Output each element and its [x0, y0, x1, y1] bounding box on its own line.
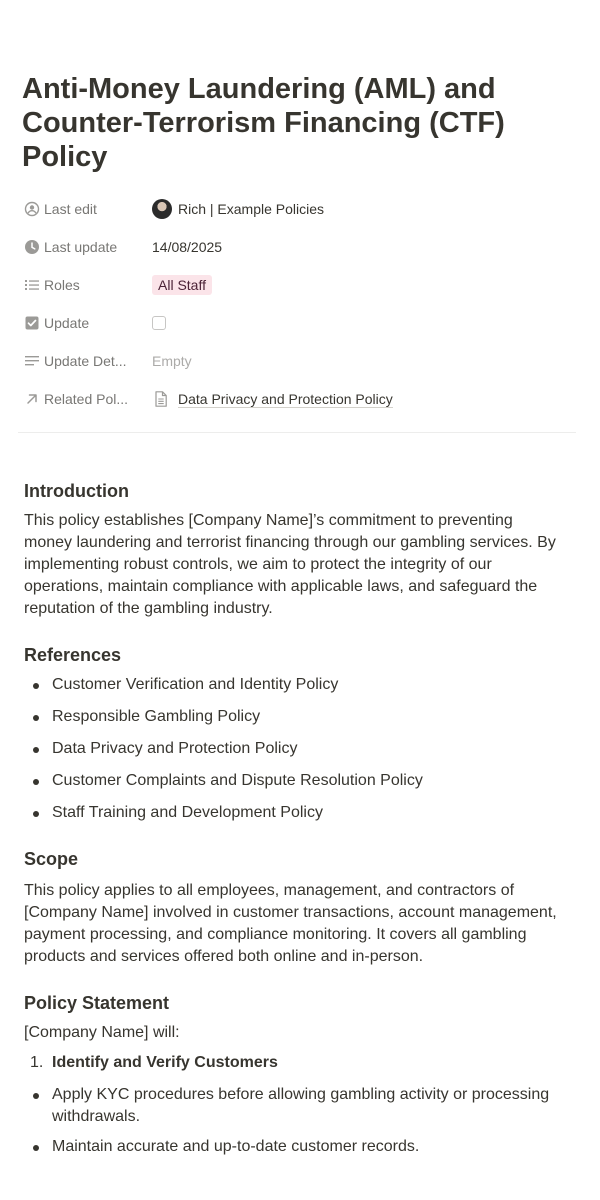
- property-related-policies[interactable]: [18, 380, 576, 418]
- property-label: Last update: [44, 239, 118, 255]
- property-update[interactable]: [18, 304, 576, 342]
- page-title[interactable]: Anti-Money Laundering (AML) and Counter-Terrorism Financing (CTF) Policy: [22, 73, 505, 173]
- avatar: [152, 199, 172, 219]
- properties-panel: [18, 190, 576, 418]
- list-item: Staff Training and Development Policy: [24, 802, 564, 824]
- property-label: Update: [44, 315, 90, 331]
- scope-text: This policy applies to all employees, management, and contractors of [Company Name] involved in customer transactions, account management, payment processing, and compliance monitoring. It covers all gambling products and services offered both online and in-person.: [24, 882, 557, 965]
- list-icon: [24, 277, 40, 293]
- document-icon: [152, 390, 170, 408]
- clock-icon: [24, 239, 40, 255]
- property-last-edit[interactable]: [18, 190, 576, 228]
- arrow-up-right-icon: [24, 391, 40, 407]
- references-list: [24, 674, 564, 824]
- update-checkbox[interactable]: [152, 316, 166, 330]
- list-item: Maintain accurate and up-to-date customer records.: [24, 1136, 564, 1158]
- property-label: Update Det...: [44, 353, 127, 369]
- last-update-date: 14/08/2025: [152, 239, 223, 255]
- policy-statement-intro: [Company Name] will:: [24, 1024, 180, 1041]
- numbered-item: [24, 1052, 564, 1074]
- introduction-text: This policy establishes [Company Name]’s commitment to preventing money laundering and terrorist financing through our gambling services. By implementing robust controls, we aim to protect the integrity of our operations, maintain compliance with applicable laws, and safeguard the reputation of the gambling industry.: [24, 512, 556, 617]
- property-update-details[interactable]: [18, 342, 576, 380]
- property-roles[interactable]: [18, 266, 576, 304]
- section-heading-scope: Scope: [24, 849, 79, 869]
- property-last-update[interactable]: [18, 228, 576, 266]
- list-item: Responsible Gambling Policy: [24, 706, 564, 728]
- property-label: Roles: [44, 277, 80, 293]
- update-details-value[interactable]: Empty: [152, 353, 192, 369]
- section-heading-references: References: [24, 645, 122, 665]
- list-number: 1.: [30, 1054, 44, 1071]
- properties-divider: [18, 432, 576, 433]
- role-tag[interactable]: All Staff: [152, 275, 212, 295]
- policy-bullets: [24, 1084, 564, 1158]
- text-lines-icon: [24, 353, 40, 369]
- list-item: Customer Complaints and Dispute Resolution Policy: [24, 770, 564, 792]
- list-item: Apply KYC procedures before allowing gambling activity or processing withdrawals.: [24, 1084, 564, 1128]
- related-policy-link[interactable]: [152, 390, 393, 408]
- checkbox-checked-icon: [24, 315, 40, 331]
- property-label: Last edit: [44, 201, 97, 217]
- list-item: Data Privacy and Protection Policy: [24, 738, 564, 760]
- list-item: Customer Verification and Identity Policy: [24, 674, 564, 696]
- last-edit-user: Rich | Example Policies: [178, 201, 325, 217]
- section-heading-policy-statement: Policy Statement: [24, 993, 170, 1013]
- section-heading-introduction: Introduction: [24, 481, 129, 501]
- related-policy-title: Data Privacy and Protection Policy: [178, 390, 393, 407]
- page-content: [24, 478, 564, 1158]
- property-label: Related Pol...: [44, 391, 129, 407]
- numbered-item-text: Identify and Verify Customers: [52, 1054, 278, 1071]
- user-circle-icon: [24, 201, 40, 217]
